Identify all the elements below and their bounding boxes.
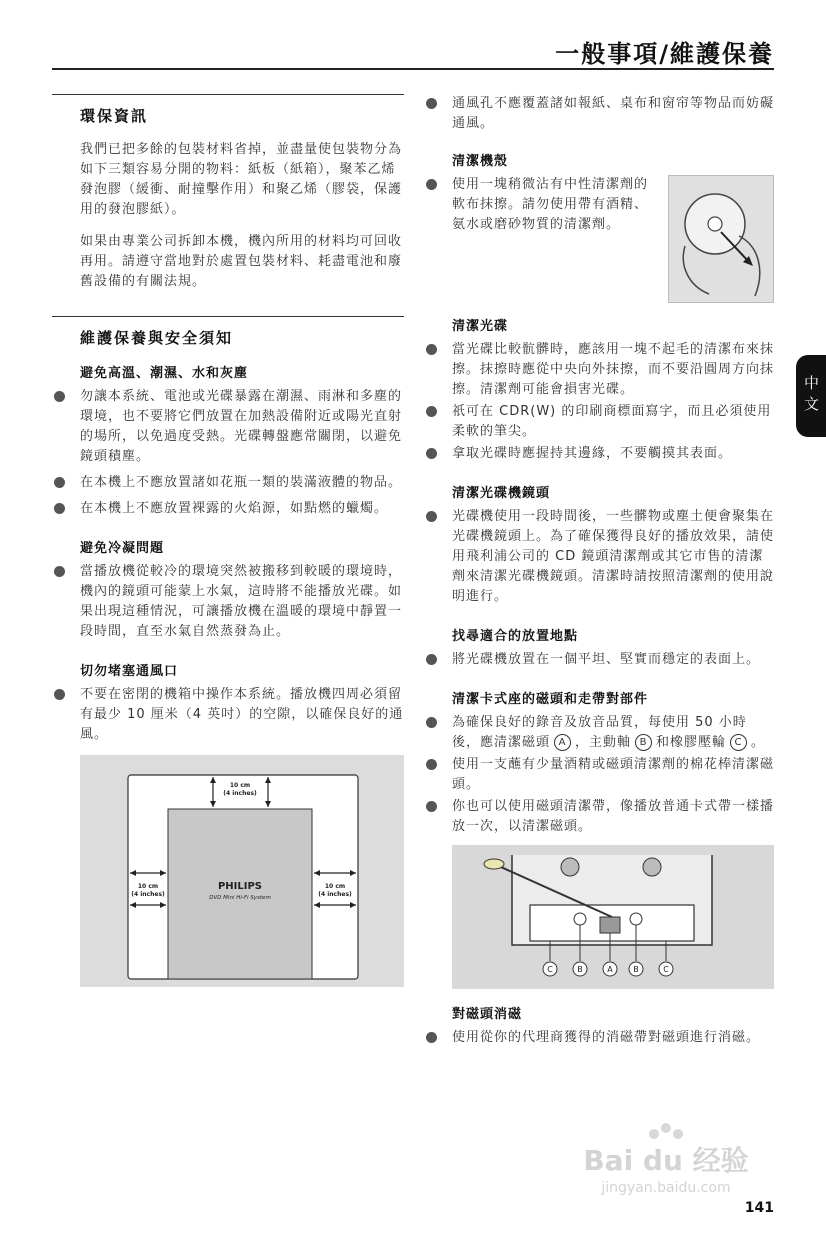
list-item: 為確保良好的錄音及放音品質，每使用 50 小時後，應清潔磁頭 A ，主動軸 B 和橡膠壓輪 C 。 xyxy=(424,713,774,753)
subhead-condensation: 避免冷凝問題 xyxy=(80,541,165,556)
bullet-icon xyxy=(426,511,437,522)
env-para-2: 如果由專業公司拆卸本機，機內所用的材料均可回收再用。請遵守當地對於處置包裝材料、耗盡電池和廢舊設備的有關法規。 xyxy=(80,234,403,289)
safety-section xyxy=(52,316,404,745)
subhead-placement: 找尋適合的放置地點 xyxy=(452,629,579,644)
right-column xyxy=(424,80,774,1050)
section-divider xyxy=(52,316,404,317)
bullet-icon xyxy=(426,759,437,770)
list-item: 光碟機使用一段時間後，一些髒物或塵土便會聚集在光碟機鏡頭上。為了確保獲得良好的播放效果，請使用飛利浦公司的 CD 鏡頭清潔劑或其它市售的清潔劑來清潔光碟機鏡頭。清潔時請按照清潔劑的使用說明進行。 xyxy=(424,507,774,607)
watermark-brand: Bai du 经验 xyxy=(583,1144,749,1177)
bullet-icon xyxy=(426,1032,437,1043)
left-column xyxy=(52,80,404,987)
section-divider xyxy=(52,94,404,95)
top-clearance-label: 10 cm xyxy=(229,782,251,789)
right-clearance-label: 10 cm xyxy=(324,883,346,890)
bullet-icon xyxy=(426,179,437,190)
tape-label-5: C xyxy=(663,965,669,974)
list-item: 拿取光碟時應握持其邊緣，不要觸摸其表面。 xyxy=(424,444,774,464)
bullet-icon xyxy=(426,448,437,459)
env-section xyxy=(52,94,404,292)
clearance-diagram xyxy=(80,755,404,987)
subhead-clean-case: 清潔機殼 xyxy=(452,154,509,169)
page-title: 一般事項/維護保養 xyxy=(555,40,774,68)
bullet-icon xyxy=(426,717,437,728)
label-b-icon: B xyxy=(635,734,652,751)
env-para-1: 我們已把多餘的包裝材料省掉，並盡量使包裝物分為如下三類容易分開的物料：紙板（紙箱），聚苯乙烯發泡膠（緩衝、耐撞擊作用）和聚乙烯（膠袋，保護用的發泡膠紙）。 xyxy=(80,142,403,217)
wiping-disc-illustration xyxy=(668,175,774,303)
list-item: 使用從你的代理商獲得的消磁帶對磁頭進行消磁。 xyxy=(424,1028,774,1048)
bullet-icon xyxy=(54,503,65,514)
bullet-icon xyxy=(426,98,437,109)
list-item: 通風孔不應覆蓋諸如報紙、桌布和窗帘等物品而妨礙通風。 xyxy=(424,94,774,134)
subhead-clean-disc: 清潔光碟 xyxy=(452,319,509,334)
list-item: 使用一塊稍微沾有中性清潔劑的軟布抹擦。請勿使用帶有酒精、氨水或磨砂物質的清潔劑。 xyxy=(424,175,774,235)
tape-label-1: C xyxy=(547,965,553,974)
watermark xyxy=(566,1120,766,1200)
bullet-icon xyxy=(54,689,65,700)
subhead-clean-lens: 清潔光碟機鏡頭 xyxy=(452,486,551,501)
brand-logo: PHILIPS xyxy=(217,881,263,892)
list-item: 你也可以使用磁頭清潔帶，像播放普通卡式帶一樣播放一次，以清潔磁頭。 xyxy=(424,797,774,837)
tape-head-diagram xyxy=(452,845,774,989)
bullet-icon xyxy=(426,654,437,665)
subhead-ventilation: 切勿堵塞通風口 xyxy=(80,664,179,679)
list-item: 祇可在 CDR(W) 的印刷商標面寫字，而且必須使用柔軟的筆尖。 xyxy=(424,402,774,442)
list-item: 不要在密閉的機箱中操作本系統。播放機四周必須留有最少 10 厘米（4 英吋）的空隙，以確保良好的通風。 xyxy=(52,685,404,745)
subhead-demagnetize: 對磁頭消磁 xyxy=(452,1007,523,1022)
page-number: 141 xyxy=(744,1200,774,1216)
top-clearance-label-2: (4 inches) xyxy=(223,790,257,797)
left-clearance-label-2: (4 inches) xyxy=(131,891,165,898)
env-title: 環保資訊 xyxy=(80,107,149,125)
bullet-icon xyxy=(54,566,65,577)
bullet-icon xyxy=(426,344,437,355)
label-a-icon: A xyxy=(554,734,571,751)
list-item: 將光碟機放置在一個平坦、堅實而穩定的表面上。 xyxy=(424,650,774,670)
language-tab: 中文 xyxy=(796,355,826,437)
left-clearance-label: 10 cm xyxy=(137,883,159,890)
bullet-icon xyxy=(426,801,437,812)
subhead-clean-tape: 清潔卡式座的磁頭和走帶對部件 xyxy=(452,692,649,707)
tape-label-2: B xyxy=(577,965,583,974)
bullet-icon xyxy=(426,406,437,417)
clearance-svg xyxy=(80,755,404,987)
watermark-url: jingyan.baidu.com xyxy=(601,1180,731,1196)
title-rule xyxy=(52,68,774,70)
list-item: 當播放機從較冷的環境突然被搬移到較暖的環境時，機內的鏡頭可能蒙上水氣，這時將不能播放光碟。如果出現這種情況，可讓播放機在溫暖的環境中靜置一段時間，直至水氣自然蒸發為止。 xyxy=(52,562,404,642)
safety-title: 維護保養與安全須知 xyxy=(80,329,234,347)
list-item: 使用一支蘸有少量酒精或磁頭清潔劑的棉花棒清潔磁頭。 xyxy=(424,755,774,795)
list-item: 在本機上不應放置裸露的火焰源，如點燃的蠟燭。 xyxy=(52,499,404,519)
list-item: 在本機上不應放置諸如花瓶一類的裝滿液體的物品。 xyxy=(52,473,404,493)
right-clearance-label-2: (4 inches) xyxy=(318,891,352,898)
tape-label-3: A xyxy=(607,965,613,974)
model-label: DVD Mini Hi-Fi System xyxy=(209,895,271,901)
bullet-icon xyxy=(54,391,65,402)
label-c-icon: C xyxy=(730,734,747,751)
list-item: 勿讓本系統、電池或光碟暴露在潮濕、雨淋和多塵的環境，也不要將它們放置在加熱設備附近或陽光直射的場所，以免過度受熱。光碟轉盤應常關閉，以避免鏡頭積塵。 xyxy=(52,387,404,467)
list-item: 當光碟比較骯髒時，應該用一塊不起毛的清潔布來抹擦。抹擦時應從中央向外抹擦，而不要沿圓周方向抹擦。清潔劑可能會損害光碟。 xyxy=(424,340,774,400)
bullet-icon xyxy=(54,477,65,488)
subhead-heat: 避免高溫、潮濕、水和灰塵 xyxy=(80,366,249,381)
tape-label-4: B xyxy=(633,965,639,974)
